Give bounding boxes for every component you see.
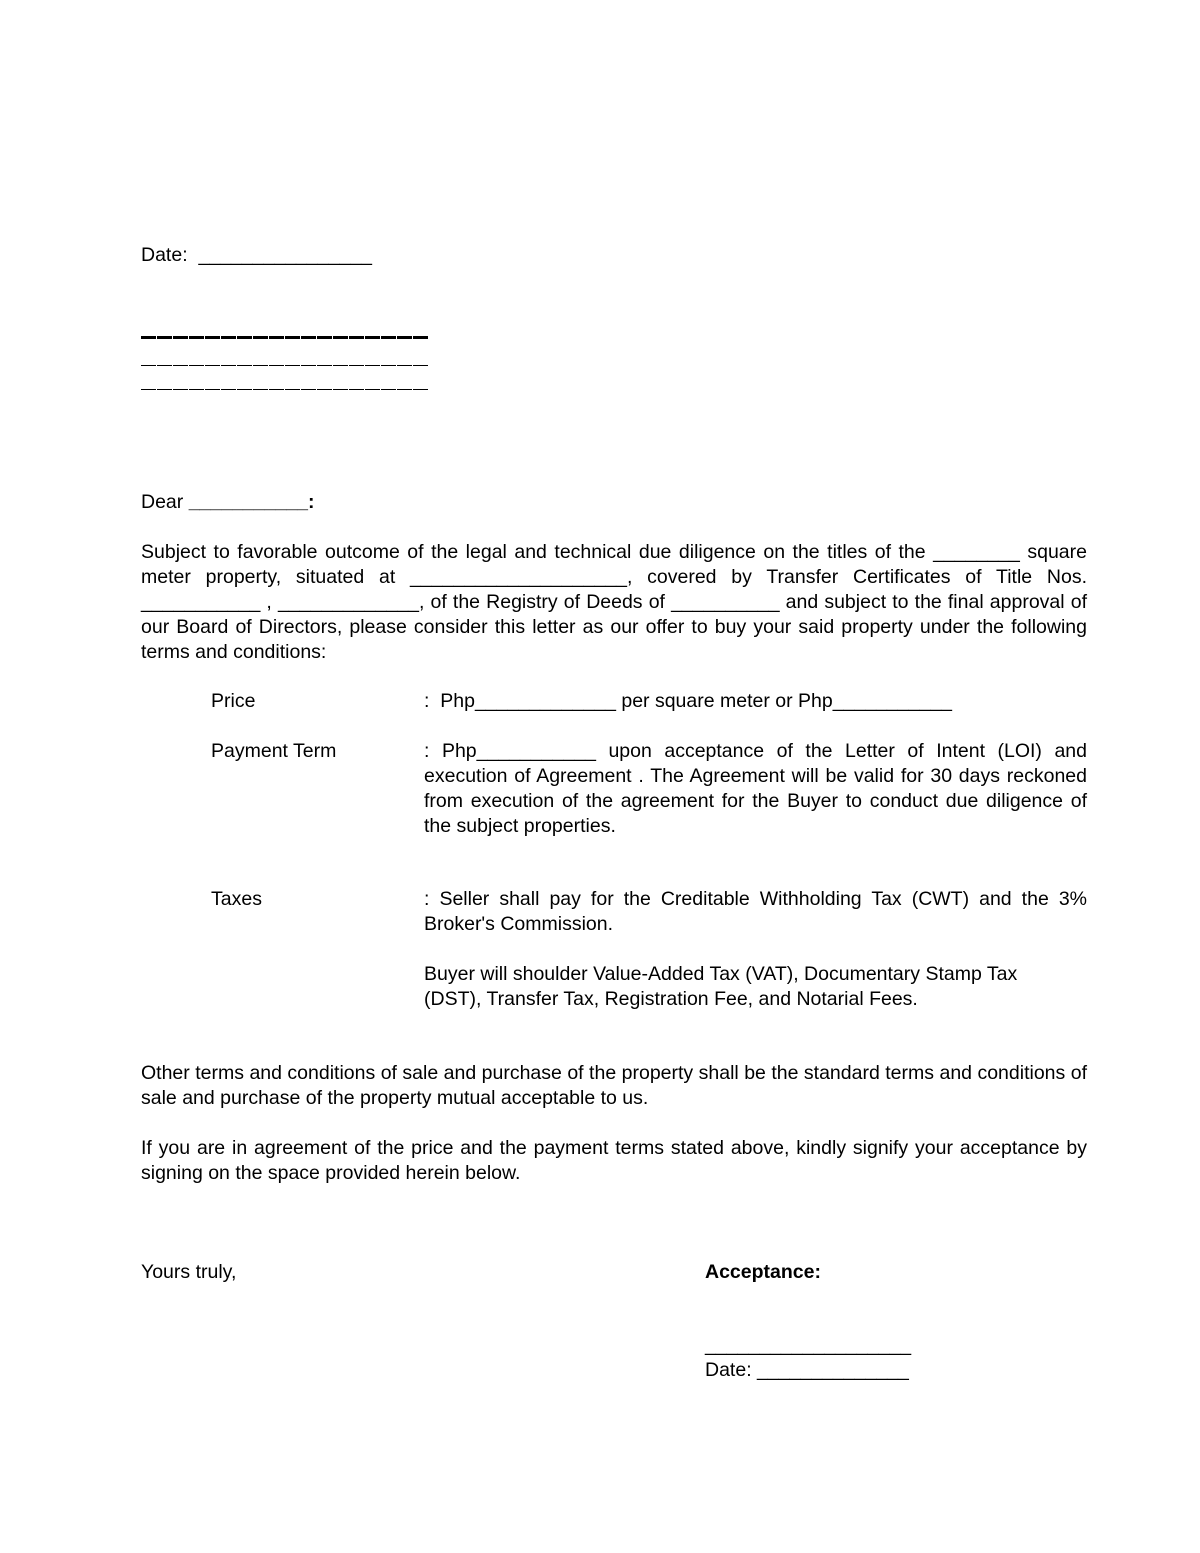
term-value-payment: : Php___________ upon acceptance of the Letter of Intent (LOI) and execution of Agreement . The Agreement will be valid for 30 days reckoned from execution of the agreement for the Buyer to conduct due diligence of the subject properties. [424, 740, 1087, 837]
term-label-price: Price [211, 690, 256, 712]
intro-paragraph: Subject to favorable outcome of the legal and technical due diligence on the titles of the ________ square meter property, situated at ____________________, covered by Transfer Certificates of Title Nos. ___________ , _____________, of the Registry of Deeds of __________ and subject to the final approval of our Board of Directors, please consider this letter as our offer to buy your said property under the following terms and conditions: [141, 541, 1087, 663]
acceptance-signature-line: ___________________ [705, 1334, 912, 1356]
term-value-price: : Php_____________ per square meter or Php___________ [424, 690, 953, 712]
term-value-taxes-buyer: Buyer will shoulder Value-Added Tax (VAT), Documentary Stamp Tax (DST), Transfer Tax, Registration Fee, and Notarial Fees. [424, 963, 1018, 1010]
salutation-prefix: Dear [141, 491, 189, 513]
acceptance-date-line: Date: ______________ [705, 1359, 909, 1381]
addressee-line-3-blank [141, 389, 429, 390]
addressee-name-blank [141, 336, 429, 339]
agreement-paragraph: If you are in agreement of the price and the payment terms stated above, kindly signify your acceptance by signing on the space provided herein below. [141, 1137, 1087, 1184]
closing-yours-truly: Yours truly, [141, 1261, 237, 1283]
term-label-payment: Payment Term [211, 740, 337, 762]
term-value-taxes-seller: : Seller shall pay for the Creditable Withholding Tax (CWT) and the 3% Broker's Commission. [424, 888, 1087, 935]
other-terms-paragraph: Other terms and conditions of sale and purchase of the property shall be the standard terms and conditions of sale and purchase of the property mutual acceptable to us. [141, 1062, 1087, 1109]
salutation [141, 490, 314, 515]
addressee-line-2-blank [141, 365, 429, 366]
term-label-taxes: Taxes [211, 888, 262, 910]
acceptance-label: Acceptance: [705, 1261, 821, 1283]
date-line: Date: ________________ [141, 244, 372, 266]
salutation-name-blank: ___________: [188, 491, 315, 513]
